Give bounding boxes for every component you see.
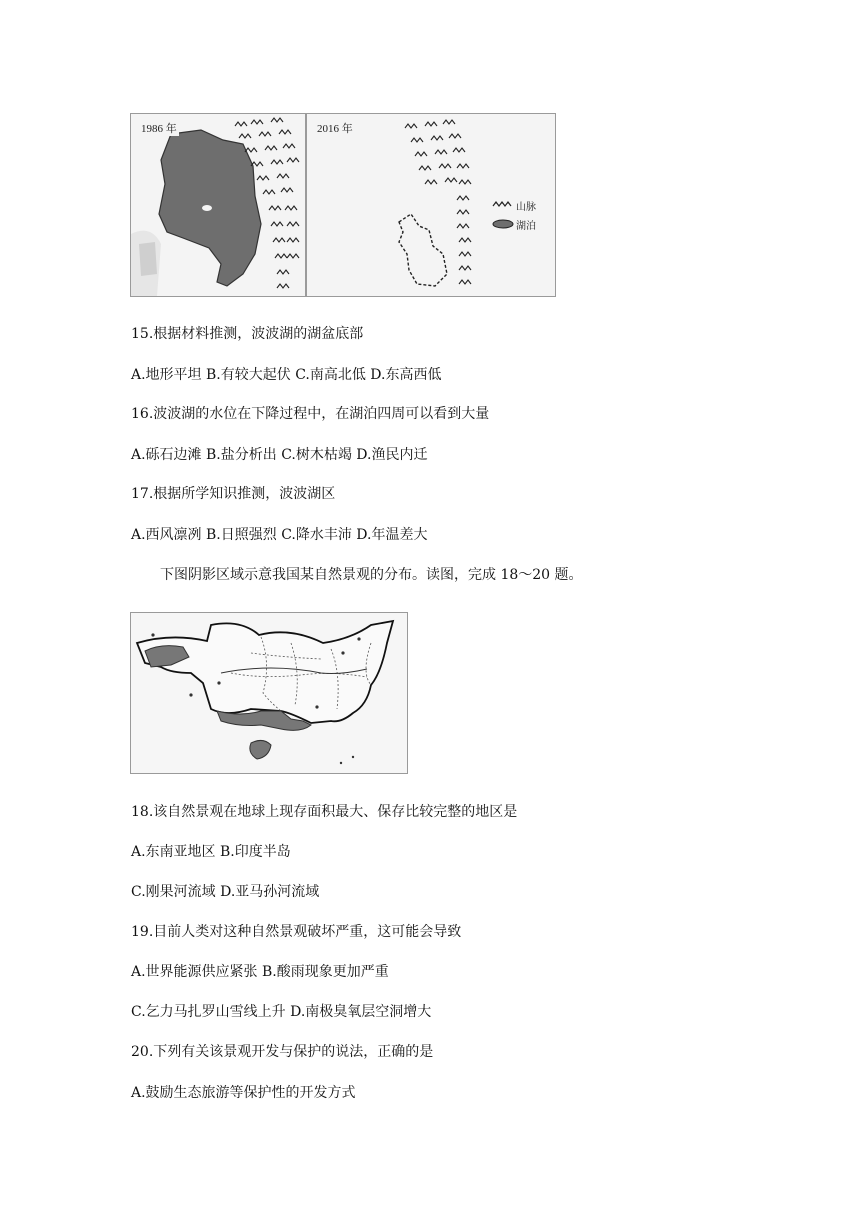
map-panel-2016 [306, 113, 556, 297]
legend-lake-symbol [493, 220, 513, 228]
panel-label-2016: 2016 年 [315, 120, 355, 136]
question-20: 20.下列有关该景观开发与保护的说法，正确的是 [131, 1044, 434, 1060]
question-18-options-cd: C.刚果河流域 D.亚马孙河流域 [131, 884, 320, 900]
legend-mountain-symbol [493, 202, 511, 206]
china-map-panel [130, 612, 408, 774]
question-19-options-ab: A.世界能源供应紧张 B.酸雨现象更加严重 [131, 964, 389, 980]
intro-18-20: 下图阴影区域示意我国某自然景观的分布。读图，完成 18～20 题。 [160, 567, 583, 583]
legend-mountain-label: 山脉 [516, 202, 536, 213]
question-15: 15.根据材料推测，波波湖的湖盆底部 [131, 326, 364, 342]
question-17-options: A.西风凛冽 B.日照强烈 C.降水丰沛 D.年温差大 [131, 527, 428, 543]
china-map-figure [130, 612, 408, 774]
map-panel-1986 [130, 113, 306, 297]
lake-map-1986 [131, 114, 305, 296]
china-map [131, 613, 407, 773]
question-15-options: A.地形平坦 B.有较大起伏 C.南高北低 D.东高西低 [131, 367, 442, 383]
question-20-option-a: A.鼓励生态旅游等保护性的开发方式 [131, 1085, 356, 1101]
question-16-options: A.砾石边滩 B.盐分析出 C.树木枯竭 D.渔民内迁 [131, 447, 428, 463]
question-17: 17.根据所学知识推测，波波湖区 [131, 486, 336, 502]
panel-label-1986: 1986 年 [139, 120, 179, 136]
question-18-options-ab: A.东南亚地区 B.印度半岛 [131, 844, 291, 860]
question-19: 19.目前人类对这种自然景观破坏严重，这可能会导致 [131, 924, 462, 940]
legend-lake-label: 湖泊 [516, 221, 536, 232]
question-16: 16.波波湖的水位在下降过程中，在湖泊四周可以看到大量 [131, 406, 490, 422]
question-18: 18.该自然景观在地球上现存面积最大、保存比较完整的地区是 [131, 804, 518, 820]
question-19-options-cd: C.乞力马扎罗山雪线上升 D.南极臭氧层空洞增大 [131, 1004, 432, 1020]
lake-comparison-figure [130, 113, 554, 297]
